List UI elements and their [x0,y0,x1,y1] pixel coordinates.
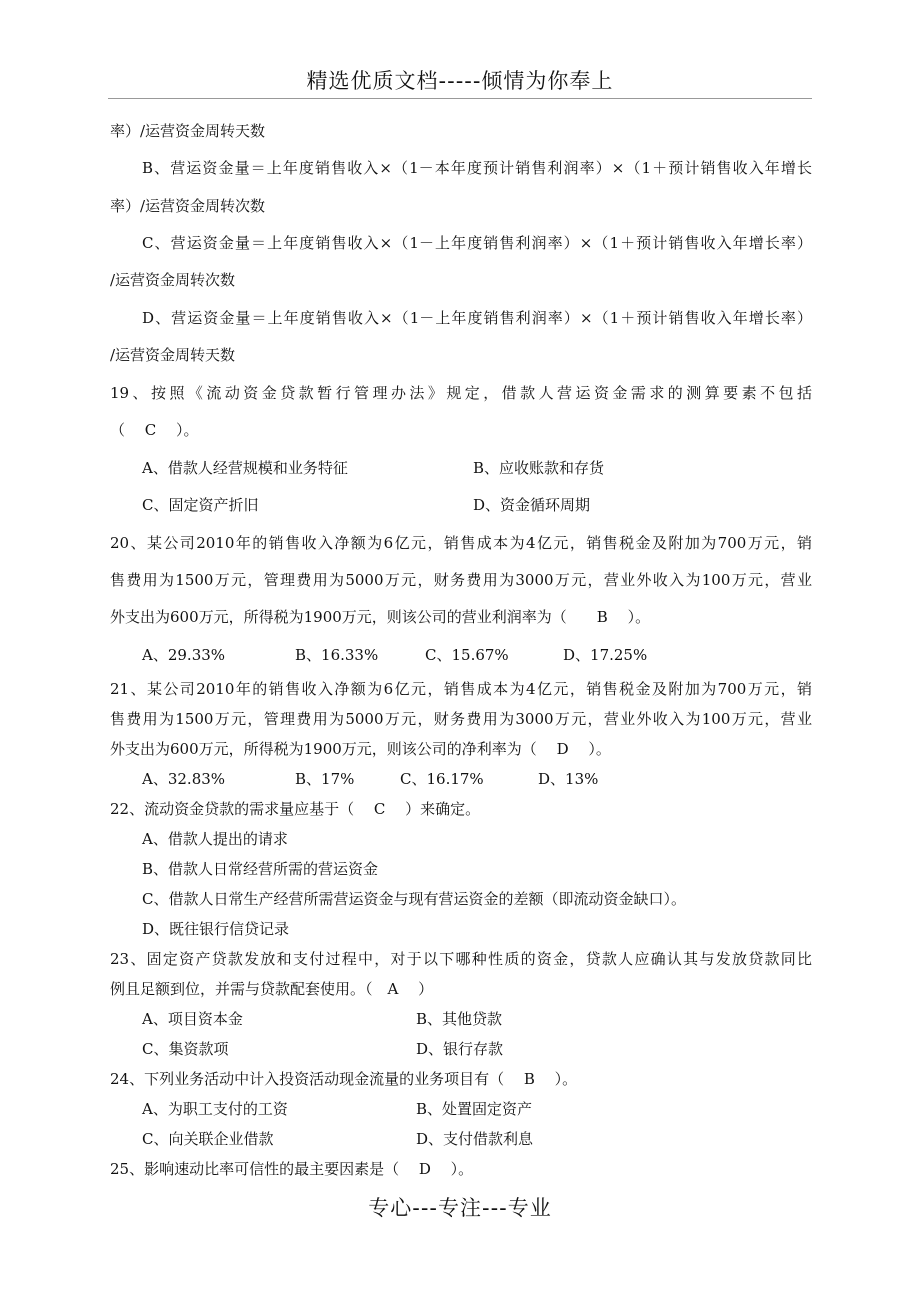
question-23-line2: 例且足额到位，并需与贷款配套使用。（ A ） [110,980,434,998]
q24-option-c: C、向关联企业借款 [142,1130,274,1148]
q23-option-b: B、其他贷款 [416,1010,503,1028]
question-19: 19、按照《流动资金贷款暂行管理办法》规定，借款人营运资金需求的测算要素不包括 [110,384,812,402]
question-19-answer: （ C ）。 [110,421,199,439]
option-b-text: B、营运资金量＝上年度销售收入×（1－本年度预计销售利润率）×（1＋预计销售收入年增长 [142,159,812,177]
q22-option-b: B、借款人日常经营所需的营运资金 [142,860,379,878]
q20-option-c: C、15.67% [425,646,509,664]
q20-option-a: A、29.33% [142,646,226,664]
question-21-line2: 售费用为1500万元，管理费用为5000万元，财务费用为3000万元，营业外收入为100万元，营业 [110,710,812,728]
q21-option-a: A、32.83% [142,770,226,788]
question-20-line3: 外支出为600万元，所得税为1900万元，则该公司的营业利润率为（ B ）。 [110,608,651,626]
question-20: 20、某公司2010年的销售收入净额为6亿元，销售成本为4亿元，销售税金及附加为700万元，销 [110,534,812,552]
q19-option-a: A、借款人经营规模和业务特征 [142,459,348,477]
q23-option-c: C、集资款项 [142,1040,229,1058]
q20-option-b: B、16.33% [295,646,379,664]
q21-option-b: B、17% [295,770,355,788]
text-line: 率）/运营资金周转次数 [110,197,266,215]
text-line: /运营资金周转天数 [110,346,236,364]
q24-option-d: D、支付借款利息 [416,1130,534,1148]
question-20-line2: 售费用为1500万元，管理费用为5000万元，财务费用为3000万元，营业外收入为100万元，营业 [110,571,812,589]
question-21: 21、某公司2010年的销售收入净额为6亿元，销售成本为4亿元，销售税金及附加为700万元，销 [110,680,812,698]
q21-option-d: D、13% [538,770,599,788]
option-d-text: D、营运资金量＝上年度销售收入×（1－上年度销售利润率）×（1＋预计销售收入年增长率） [142,309,812,327]
question-24: 24、下列业务活动中计入投资活动现金流量的业务项目有（ B ）。 [110,1070,578,1088]
page-header: 精选优质文档-----倾情为你奉上 [108,66,812,99]
q19-option-c: C、固定资产折旧 [142,496,259,514]
question-25: 25、影响速动比率可信性的最主要因素是（ D ）。 [110,1160,474,1178]
question-23: 23、固定资产贷款发放和支付过程中，对于以下哪种性质的资金，贷款人应确认其与发放贷款同比 [110,950,812,968]
q23-option-a: A、项目资本金 [142,1010,243,1028]
q22-option-a: A、借款人提出的请求 [142,830,288,848]
q22-option-c: C、借款人日常生产经营所需营运资金与现有营运资金的差额（即流动资金缺口）。 [142,890,686,908]
text-line: 率）/运营资金周转天数 [110,122,266,140]
question-22: 22、流动资金贷款的需求量应基于（ C ）来确定。 [110,800,481,818]
option-c-text: C、营运资金量＝上年度销售收入×（1－上年度销售利润率）×（1＋预计销售收入年增长率） [142,234,812,252]
q23-option-d: D、银行存款 [416,1040,504,1058]
page-footer: 专心---专注---专业 [368,1196,552,1220]
q19-option-b: B、应收账款和存货 [473,459,605,477]
question-21-line3: 外支出为600万元，所得税为1900万元，则该公司的净利率为（ D ）。 [110,740,611,758]
q22-option-d: D、既往银行信贷记录 [142,920,290,938]
text-line: /运营资金周转次数 [110,271,236,289]
q21-option-c: C、16.17% [400,770,484,788]
q24-option-a: A、为职工支付的工资 [142,1100,288,1118]
q24-option-b: B、处置固定资产 [416,1100,533,1118]
q20-option-d: D、17.25% [563,646,648,664]
q19-option-d: D、资金循环周期 [473,496,591,514]
